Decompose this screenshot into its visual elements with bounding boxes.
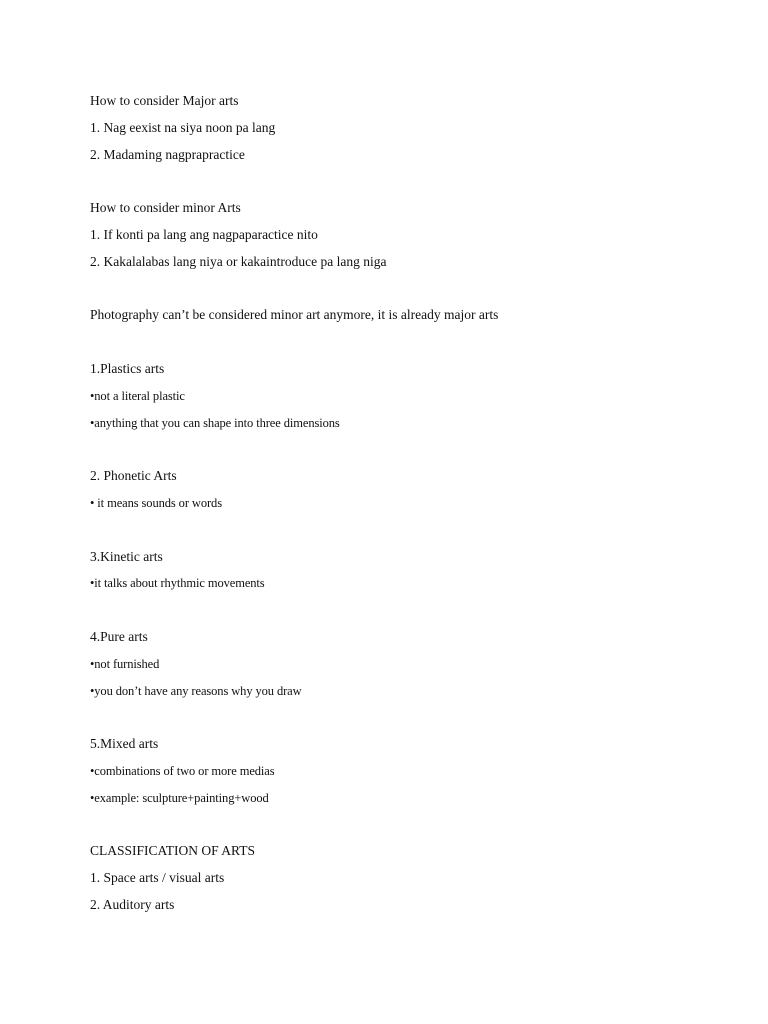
phonetic-arts-title: 2. Phonetic Arts [90, 468, 177, 484]
plastic-arts-title: 1.Plastics arts [90, 360, 165, 376]
mixed-arts-title: 5.Mixed arts [90, 736, 159, 752]
spacer [90, 172, 730, 199]
pure-arts-point-1: •not furnished [90, 656, 160, 671]
plastic-arts-point-2: •anything that you can shape into three dimensions [90, 415, 340, 430]
spacer [90, 816, 730, 843]
minor-arts-heading: How to consider minor Arts [90, 200, 241, 216]
major-arts-heading: How to consider Major arts [90, 93, 239, 108]
mixed-arts-point-2: •example: sculpture+painting+wood [90, 790, 269, 805]
spacer [90, 440, 730, 467]
spacer [90, 521, 730, 548]
kinetic-arts-title: 3.Kinetic arts [90, 548, 163, 564]
classification-item-2: 2. Auditory arts [90, 896, 175, 912]
kinetic-arts-point-1: •it talks about rhythmic movements [90, 576, 265, 591]
classification-heading: CLASSIFICATION OF ARTS [90, 843, 255, 859]
pure-arts-title: 4.Pure arts [90, 628, 148, 644]
pure-arts-point-2: •you don’t have any reasons why you draw [90, 683, 302, 698]
spacer [90, 333, 730, 360]
classification-item-1: 1. Space arts / visual arts [90, 870, 225, 886]
major-arts-item-2: 2. Madaming nagprapractice [90, 146, 245, 162]
mixed-arts-point-1: •combinations of two or more medias [90, 763, 275, 778]
minor-arts-item-1: 1. If konti pa lang ang nagpaparactice nito [90, 226, 318, 242]
photography-note: Photography can’t be considered minor art anymore, it is already major arts [90, 307, 499, 323]
major-arts-item-1: 1. Nag eexist na siya noon pa lang [90, 119, 276, 135]
document-body [90, 92, 730, 923]
plastic-arts-point-1: •not a literal plastic [90, 388, 185, 403]
minor-arts-item-2: 2. Kakalalabas lang niya or kakaintroduce pa lang niga [90, 253, 387, 269]
spacer [90, 601, 730, 628]
spacer [90, 708, 730, 735]
phonetic-arts-point-1: • it means sounds or words [90, 495, 222, 510]
spacer [90, 280, 730, 307]
